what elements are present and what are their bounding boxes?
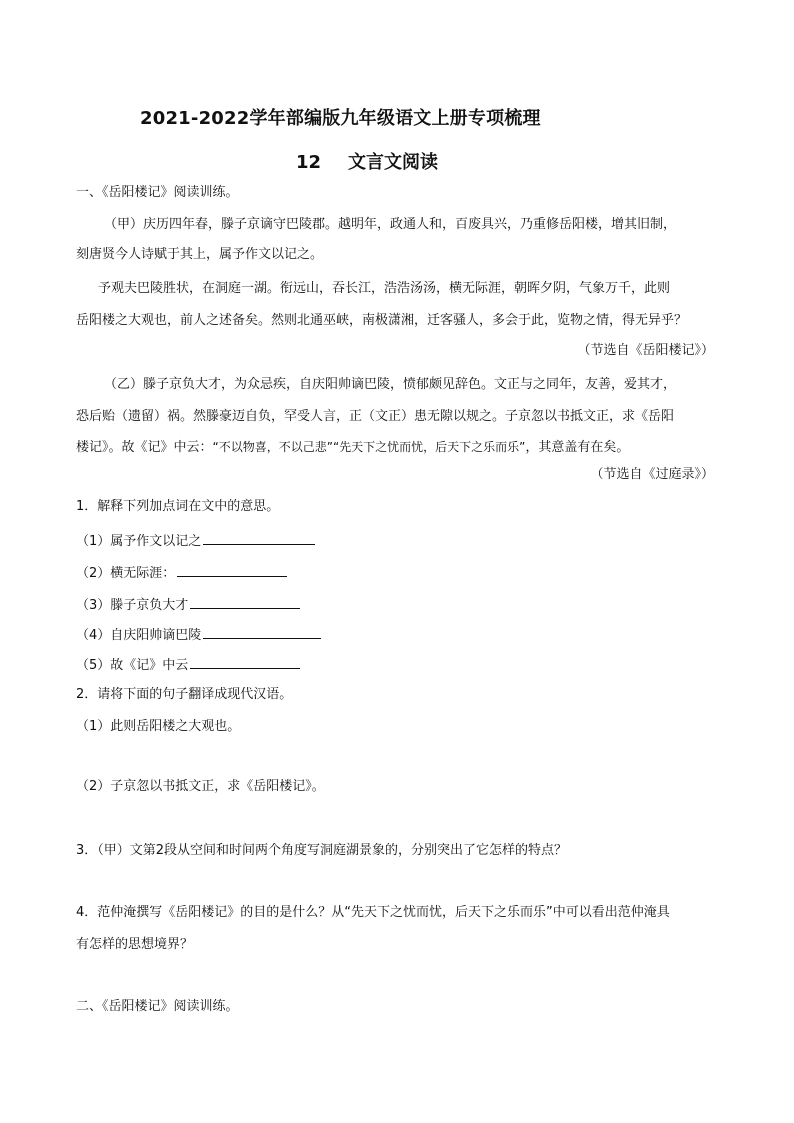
question-4-line: 4．范仲淹撰写《岳阳楼记》的目的是什么？从“先天下之忧而忧，后天下之乐而乐”中可以看出范仲淹具	[76, 905, 670, 920]
answer-blank[interactable]	[203, 624, 321, 639]
source-b: （节选自《过庭录》）	[590, 467, 714, 482]
passage-b-line: 恐后贻（遗留）祸。然滕豪迈自负，罕受人言，正（文正）患无隙以规之。子京忽以书抵文正，求《岳阳	[76, 409, 675, 424]
passage-b-last-line	[76, 438, 629, 457]
q1-item-text: （3）滕子京负大才	[76, 598, 189, 613]
source-a: （节选自《岳阳楼记》）	[577, 343, 714, 358]
answer-blank[interactable]	[190, 654, 300, 669]
q1-item-text: （5）故《记》中云	[76, 658, 189, 673]
q1-item-text: （4）自庆阳帅谪巴陵	[76, 628, 202, 643]
answer-blank[interactable]	[203, 530, 315, 545]
q1-item	[76, 594, 300, 615]
section2-heading: 二、《岳阳楼记》阅读训练。	[76, 999, 239, 1014]
answer-blank[interactable]	[177, 562, 287, 577]
q1-item-text: （2）横无际涯：	[76, 566, 176, 581]
q2-item: （1）此则岳阳楼之大观也。	[76, 719, 241, 734]
answer-blank[interactable]	[190, 594, 300, 609]
passage-b-line: 楼记》。故《记》中云：	[76, 440, 213, 455]
q1-item-text: （1）属予作文以记之	[76, 534, 202, 549]
document-title: 2021-2022学年部编版九年级语文上册专项梳理	[140, 108, 541, 129]
passage-b-end: ，其意盖有在矣。	[525, 440, 630, 455]
question-3: 3．（甲）文第2段从空间和时间两个角度写洞庭湖景象的，分别突出了它怎样的特点？	[76, 843, 568, 858]
question-1: 1．解释下列加点词在文中的意思。	[76, 499, 280, 514]
subtitle-number: 12	[296, 152, 322, 173]
question-2: 2．请将下面的句子翻译成现代汉语。	[76, 687, 293, 702]
passage-b-quote: “不以物喜，不以己悲”“先天下之忧而忧，后天下之乐而乐”	[212, 440, 526, 454]
section1-heading: 一、《岳阳楼记》阅读训练。	[76, 185, 239, 200]
passage-a-line: 予观夫巴陵胜状，在洞庭一湖。衔远山，吞长江，浩浩汤汤，横无际涯，朝晖夕阴，气象万千，此则	[98, 281, 671, 296]
passage-a-line: 岳阳楼之大观也，前人之述备矣。然则北通巫峡，南极潇湘，迁客骚人，多会于此，览物之情，得无异乎？	[76, 313, 688, 328]
passage-a-line: （甲）庆历四年春，滕子京谪守巴陵郡。越明年，政通人和，百废具兴，乃重修岳阳楼，增其旧制，	[104, 217, 677, 232]
q2-item: （2）子京忽以书抵文正，求《岳阳楼记》。	[76, 779, 325, 794]
q1-item	[76, 654, 300, 675]
passage-a-line: 刻唐贤今人诗赋于其上，属予作文以记之。	[76, 247, 324, 262]
passage-b-line: （乙）滕子京负大才，为众忌疾，自庆阳帅谪巴陵，愤郁颇见辞色。文正与之同年，友善，爱其才，	[104, 377, 677, 392]
q1-item	[76, 562, 287, 583]
q1-item	[76, 624, 321, 645]
question-4-line: 有怎样的思想境界？	[76, 937, 194, 952]
subtitle-text: 文言文阅读	[348, 152, 438, 173]
document-subtitle	[296, 148, 438, 174]
q1-item	[76, 530, 315, 551]
